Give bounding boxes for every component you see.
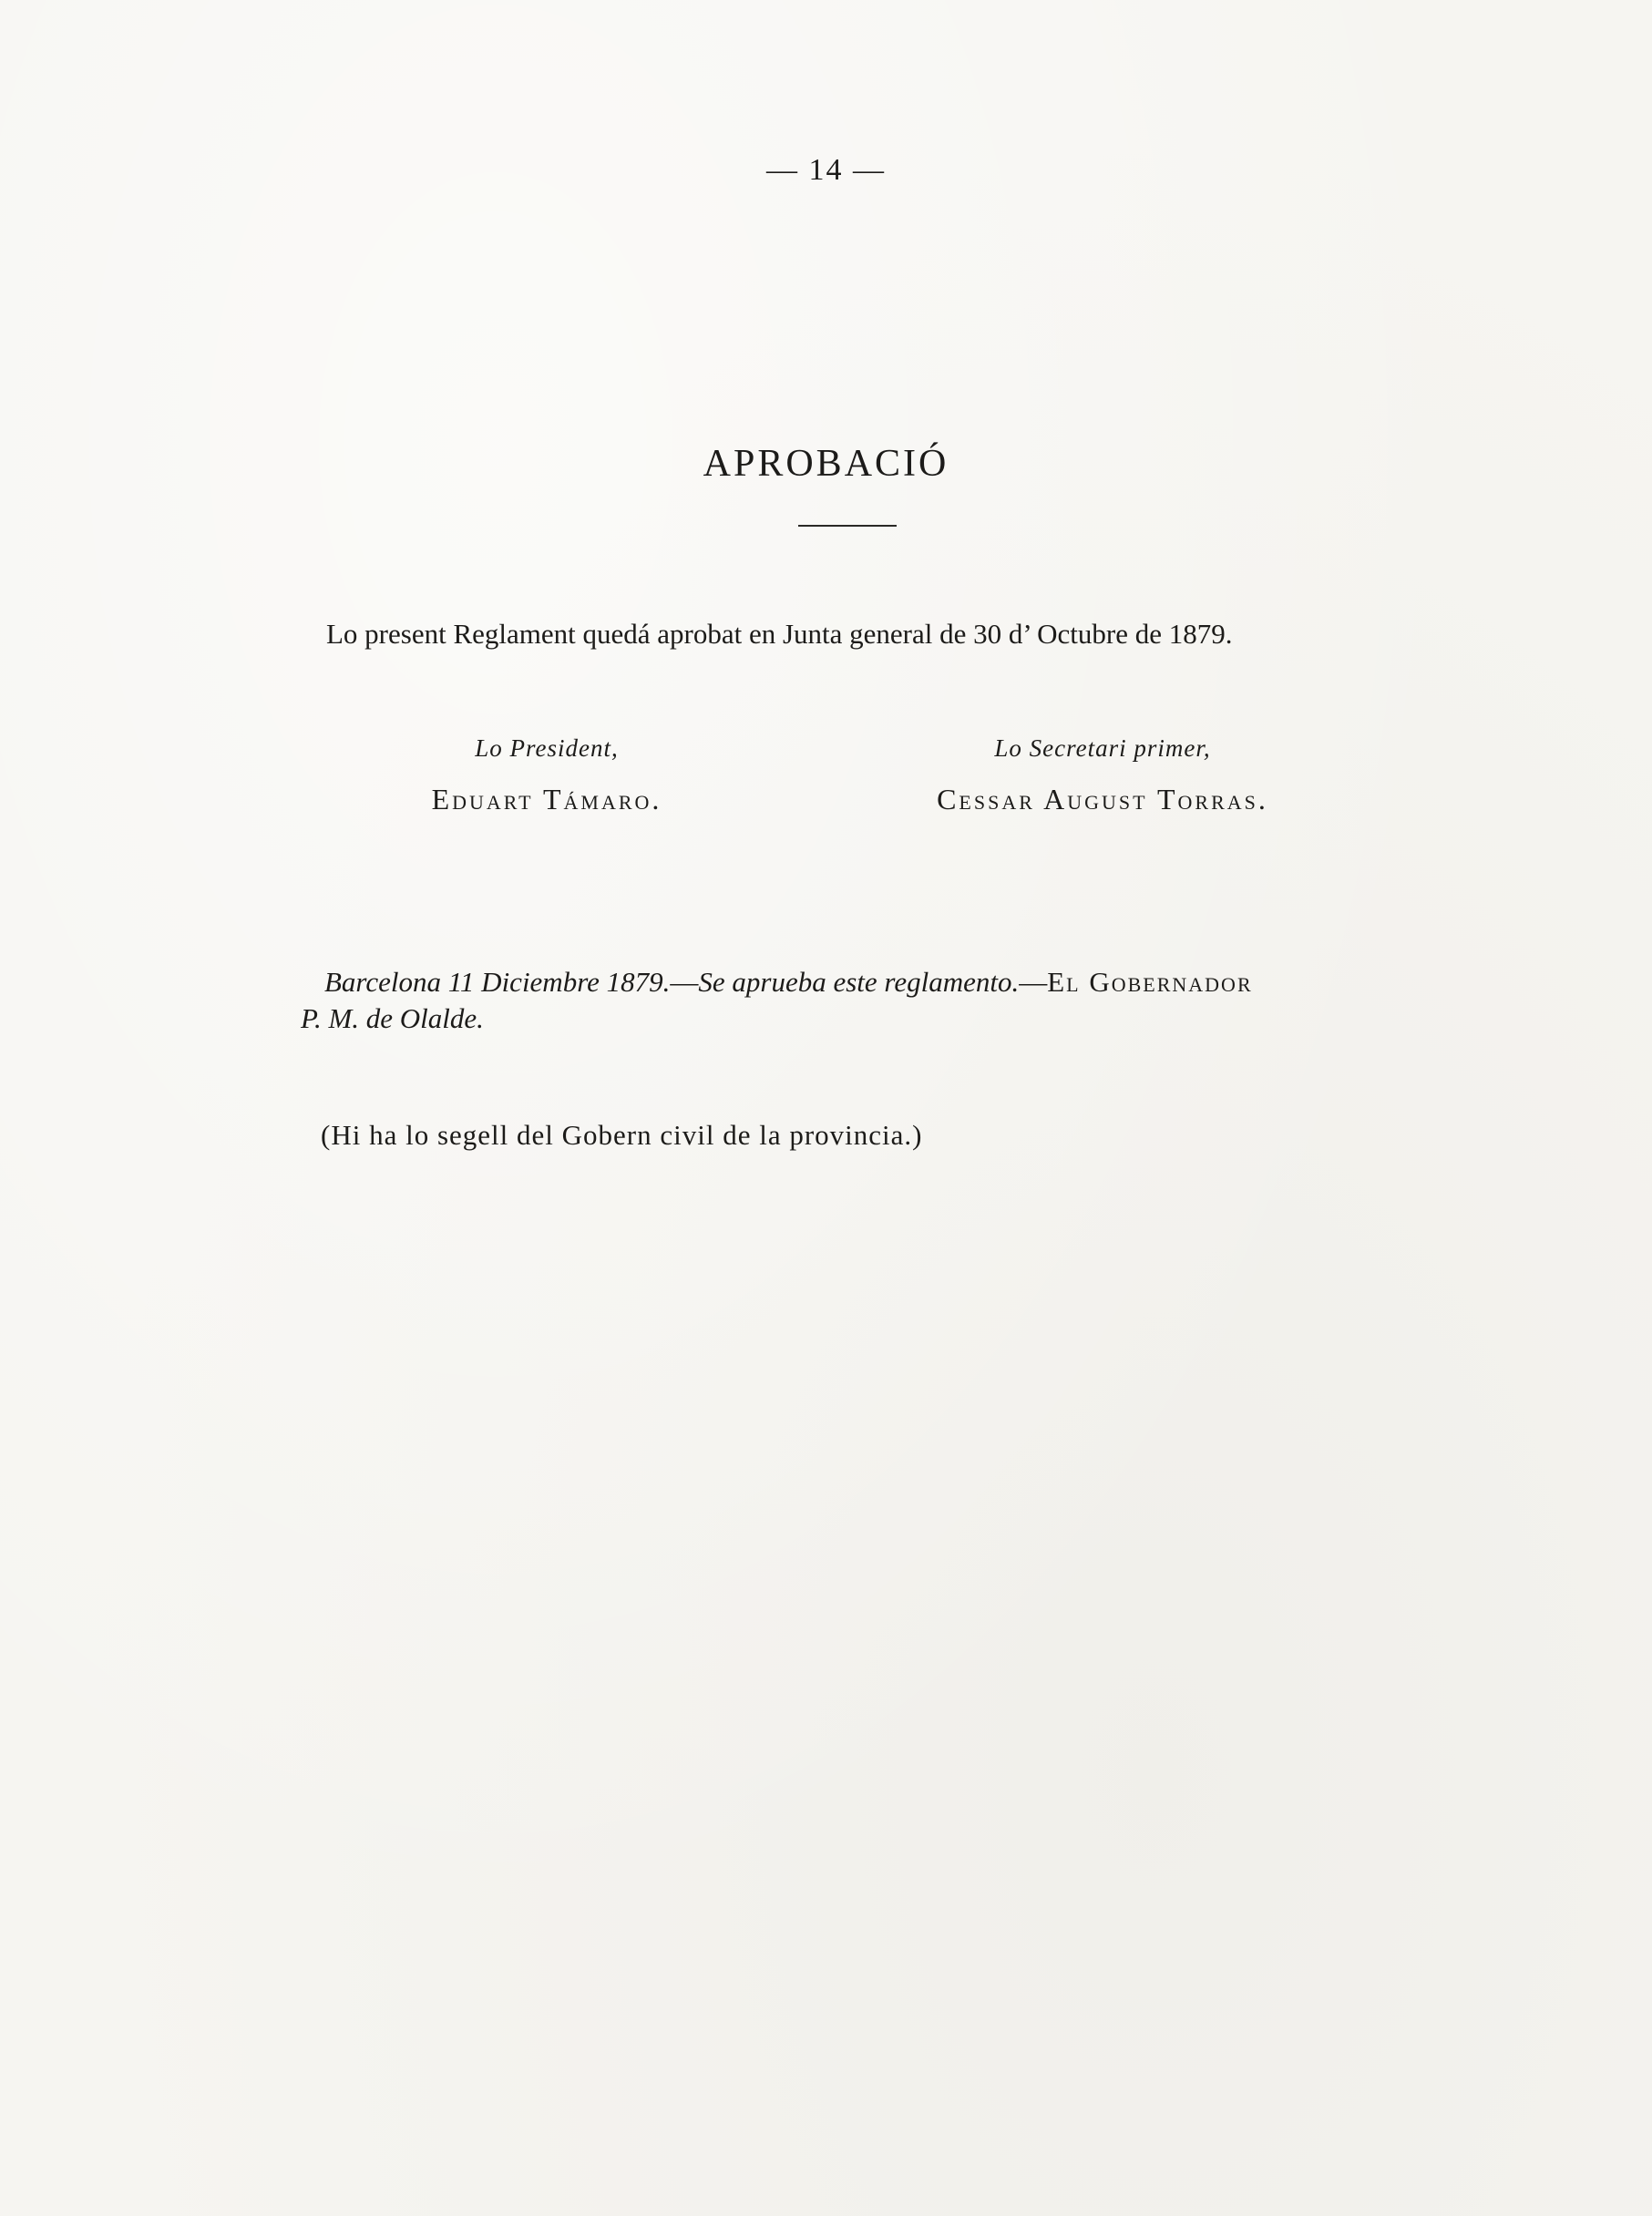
decree-place-date: Barcelona 11 Diciembre 1879. [324,966,671,998]
decree-dash-1: — [670,966,699,998]
secretary-name: Cessar August Torras. [937,783,1268,816]
decree-dash-2: — [1019,966,1048,998]
decree-signer: P. M. de Olalde. [301,1002,484,1034]
seal-note: (Hi ha lo segell del Gobern civil de la provincia.) [321,1119,923,1151]
decree-authority: El Gobernador [1047,966,1253,998]
page-number: — 14 — [766,153,886,187]
president-role: Lo President, [475,734,619,762]
decree-line [301,964,1394,1000]
approval-paragraph: Lo present Reglament quedá aprobat en Junta general de 30 d’ Octubre de 1879. [326,618,1233,650]
heading-rule [798,525,897,527]
secretary-role: Lo Secretari primer, [994,734,1211,762]
government-approval [301,964,1394,1037]
president-signature [364,734,729,816]
decree-approval-text: Se aprueba este reglamento. [698,966,1020,998]
president-name: Eduart Támaro. [431,783,662,816]
secretary-signature [875,734,1330,816]
section-heading: APROBACIÓ [703,443,949,485]
